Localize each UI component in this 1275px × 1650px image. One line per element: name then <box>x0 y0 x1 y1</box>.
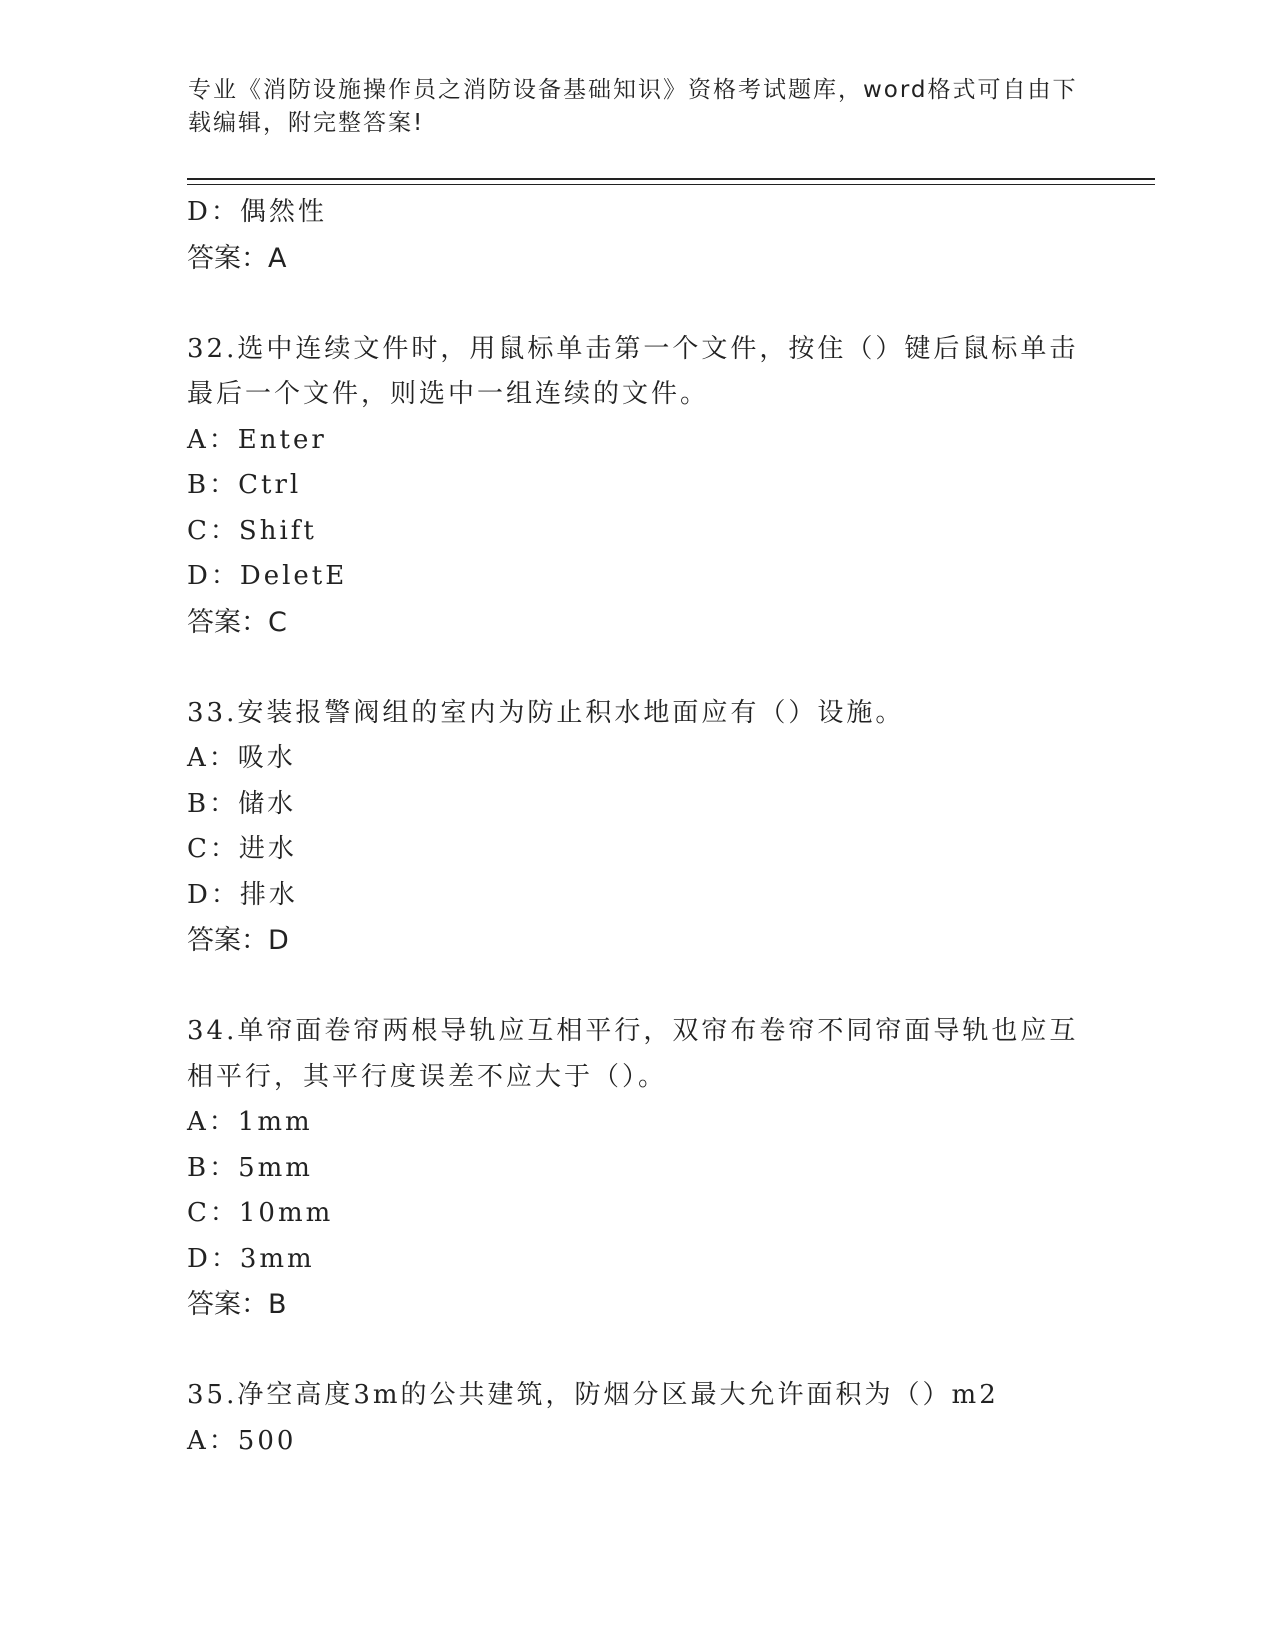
option-d: D：3mm <box>187 1243 315 1274</box>
question-stem: 34.单帘面卷帘两根导轨应互相平行，双帘布卷帘不同帘面导轨也应互 <box>187 1016 1079 1046</box>
option-a: A：Enter <box>187 424 327 455</box>
question-35 <box>187 1373 1087 1464</box>
document-header <box>188 74 1088 140</box>
option-d: D：排水 <box>187 879 298 910</box>
option-c: C：10mm <box>187 1198 334 1228</box>
question-stem: 32.选中连续文件时，用鼠标单击第一个文件，按住（）键后鼠标单击 <box>187 333 1079 364</box>
question-34 <box>187 1009 1087 1328</box>
answer-label: 答案：D <box>187 925 289 956</box>
option-a: A：500 <box>187 1425 297 1456</box>
question-stem-continued: 相平行，其平行度误差不应大于（）。 <box>187 1061 668 1092</box>
question-stem-continued: 最后一个文件，则选中一组连续的文件。 <box>187 379 710 409</box>
header-line-1: 专业《消防设施操作员之消防设备基础知识》资格考试题库，word格式可自由下 <box>188 77 1078 103</box>
answer-label: 答案：C <box>187 606 287 638</box>
question-stem: 33.安装报警阀组的室内为防止积水地面应有（）设施。 <box>187 697 905 728</box>
option-d: D：DeletE <box>187 561 348 591</box>
document-body <box>187 190 1087 1464</box>
option-b: B：储水 <box>187 788 297 819</box>
option-b: B：5mm <box>187 1152 313 1183</box>
option-c: C：进水 <box>187 834 297 864</box>
question-33 <box>187 691 1087 964</box>
option-a: A：吸水 <box>187 743 296 773</box>
question-32 <box>187 327 1087 646</box>
option-a: A：1mm <box>187 1107 313 1137</box>
answer-label: 答案：A <box>187 242 287 274</box>
header-line-2: 载编辑，附完整答案! <box>188 110 425 136</box>
option-c: C：Shift <box>187 515 317 546</box>
question-stem: 35.净空高度3m的公共建筑，防烟分区最大允许面积为（）m2 <box>187 1380 999 1410</box>
option-b: B：Ctrl <box>187 470 302 500</box>
answer-label: 答案：B <box>187 1289 287 1320</box>
header-rule-thick <box>187 178 1155 180</box>
option-d: D：偶然性 <box>187 197 327 227</box>
header-rule-thin <box>187 184 1155 185</box>
